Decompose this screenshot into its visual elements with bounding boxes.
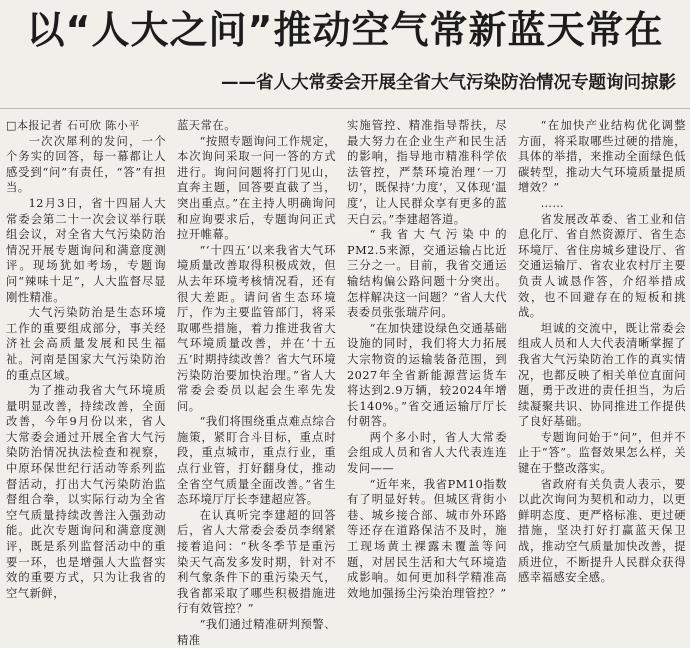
paragraph: “在加快建设绿色交通基础设施的同时，我们将大力拓展大宗物资的运输装备范围，到2027年全省新能源营运货车将达到2.9万辆，较2024年增长140%。”省交通运输厅厅长付朝答。 — [347, 321, 507, 429]
paragraph: 坦诚的交流中，既让常委会组成人员和人大代表清晰掌握了我省大气污染防治工作的真实情况，也都反映了相关单位直面问题，勇于改进的责任担当，为后续凝聚共识、协同推进工作提供了良好基础。 — [518, 321, 686, 429]
article-column-2 — [177, 118, 336, 647]
article-column-4 — [518, 118, 686, 585]
paragraph: 两个多小时，省人大常委会组成人员和省人大代表连连发问—— — [347, 430, 507, 476]
paragraph: “按照专题询问工作规定，本次询问采取一问一答的方式进行。询问问题将打门见山，直奔主题，回答要直截了当，突出重点。”在主持人明确询问和应询要求后，专题询问正式拉开帷幕。 — [177, 134, 336, 242]
subheadline: ——省人大常委会开展全省大气污染防治情况专题询问掠影 — [221, 73, 676, 93]
divider — [0, 108, 690, 109]
paragraph: 一次次犀利的发问，一个个务实的回答，每一幕都让人感受到“问”有责任，“答”有担当。 — [6, 134, 166, 195]
paragraph: 省政府有关负责人表示，要以此次询问为契机和动力，以更鲜明态度、更严格标准、更过硬措施，坚决打好打赢蓝天保卫战，推动空气质量加快改善，提质进位，不断提升人民群众获得感幸福感安全感。 — [518, 477, 686, 585]
paragraph: 大气污染防治是生态环境工作的重要组成部分，事关经济社会高质量发展和民生福祉。河南是国家大气污染防治的重点区域。 — [6, 306, 166, 382]
paragraph: “近年来，我省PM10指数有了明显好转。但城区背街小巷、城乡接合部、城市外环路等还存在道路保洁不及时，施工现场黄土裸露未覆盖等问题，对居民生活和大气环境造成影响。如何更加科学精准高效地加强扬尘污染治理管控？” — [347, 477, 507, 600]
paragraph: 在认真听完李建超的回答后，省人大常委会委员李纲紧接着追问：“秋冬季节是重污染天气高发多发时期，针对不利气象条件下的重污染天气，我省都采取了哪些积极措施进行有效管控？” — [177, 508, 336, 616]
byline: □本报记者 石可欣 陈小平 — [6, 119, 140, 132]
paragraph: 12月3日，省十四届人大常委会第二十一次会议举行联组会议，对全省大气污染防治情况开展专题询问和满意度测评。现场犹如考场，专题询问“辣味十足”，人大监督尽显刚性精准。 — [6, 196, 166, 304]
paragraph: …… — [540, 196, 565, 210]
paragraph: “我们将围绕重点难点综合施策，紧盯合斗目标，重点时段，重点城市，重点行业，重点行业管，打好翻身仗，推动全省空气质量全面改善。”省生态环境厅厅长李建超应答。 — [177, 415, 336, 507]
paragraph: 蓝天常在。 — [177, 119, 236, 132]
paragraph: 省发展改革委、省工业和信息化厅、省自然资源厅、省生态环境厅、省住房城乡建设厅、省交通运输厅、省农业农村厅主要负责人诚恳作答，介绍举措成效，也不回避存在的短板和挑战。 — [518, 212, 686, 320]
paragraph: 实施管控、精准指导帮扶，尽最大努力在企业生产和民生活的影响，指导地市精准科学依法管控，严禁环境治理‘一刀切’，既保持‘力度’，又体现‘温度’，让人民群众享有更多的蓝天白云。”李建超答道。 — [347, 119, 507, 226]
article-body — [6, 118, 686, 647]
paragraph: 专题询问始于“问”，但并不止于“答”。监督效果怎么样，关键在于整改落实。 — [518, 430, 686, 476]
paragraph: “我们通过精准研判预警、精准 — [177, 618, 336, 647]
article-column-1 — [6, 118, 166, 600]
article-column-3 — [347, 118, 507, 600]
paragraph: “‘十四五’以来我省大气环境质量改善取得积极成效，但从去年环境考核情况看，还有很大差距。请问省生态环境厅，作为主要监管部门，将采取哪些措施，着力推进我省大气环境质量改善，并在‘十五五’时期持续改善？省大气环境污染防治要加快治理。”省人大常委会委员以起会生率先发问。 — [177, 243, 336, 413]
headline: 以“人大之问”推动空气常新蓝天常在 — [26, 8, 664, 52]
paragraph: “我省大气污染中的PM2.5来源，交通运输占比近三分之一。目前，我省交通运输结构偏公路问题十分突出。怎样解决这一问题？”省人大代表委员张张瑞芹问。 — [347, 228, 507, 320]
paragraph: 为了推动我省大气环境质量明显改善，持续改善，全面改善，今年9月份以来，省人大常委会通过开展全省大气污染防治情况执法检查和视察，中原环保世纪行活动等系列监督活动，打出大气污染防治监督组合拳，以实际行动为全省空气质量持续改善注入强劲动能。此次专题询问和满意度测评，既是系列监督活动中的重要一环，也是增强人大监督实效的重要方式，只为让我省的空气新鲜， — [6, 384, 166, 600]
paragraph: “在加快产业结构优化调整方面，将采取哪些过硬的措施，具体的举措，来推动全面绿色低碳转型，推动大气环境质量提质增效？” — [518, 119, 686, 195]
